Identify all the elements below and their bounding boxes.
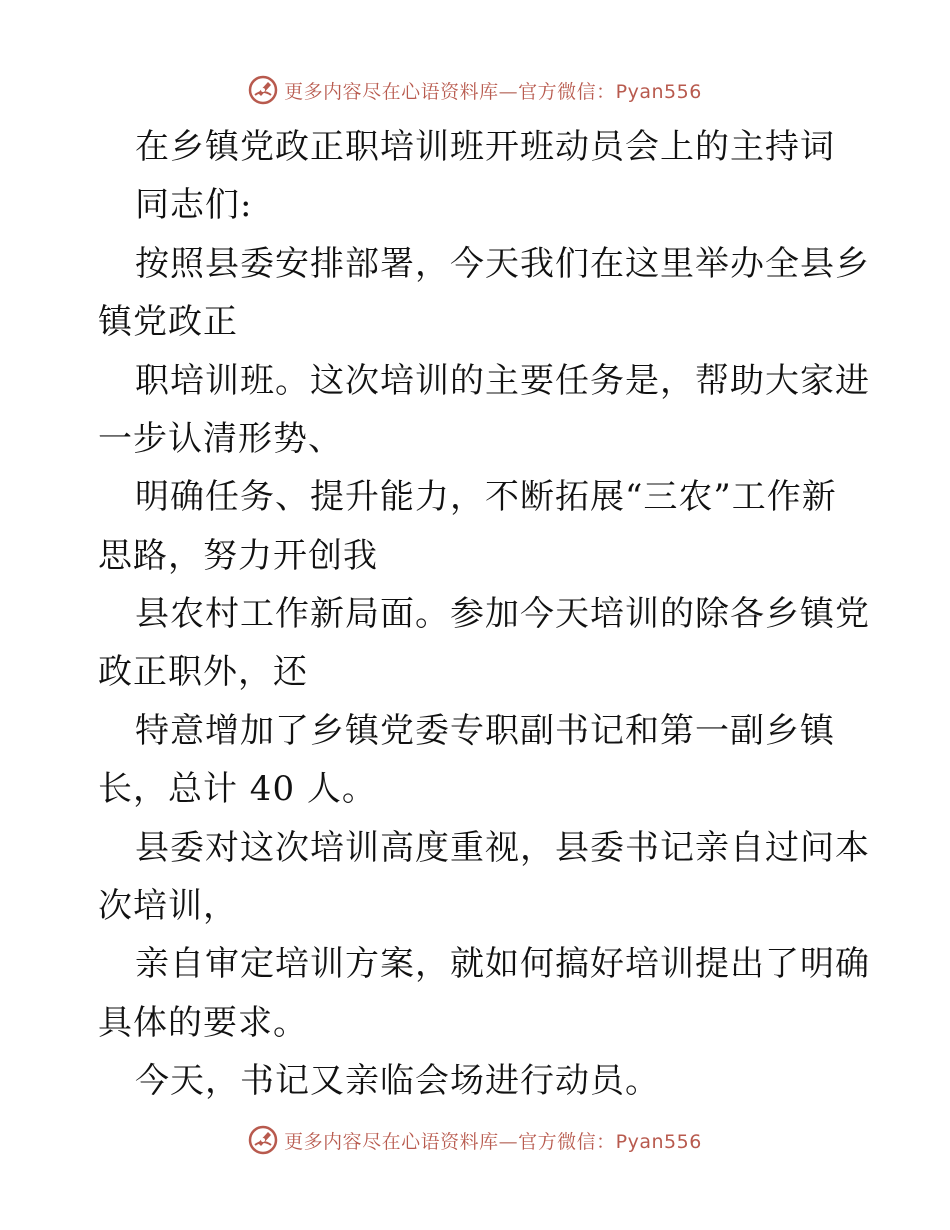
footer-watermark <box>0 1122 950 1158</box>
paragraph-line: 次培训， <box>98 886 238 926</box>
paragraph-line: 具体的要求。 <box>98 1003 308 1043</box>
paragraph-line: 县委对这次培训高度重视，县委书记亲自过问本 <box>135 828 870 868</box>
paragraph-line: 明确任务、提升能力，不断拓展“三农”工作新 <box>135 477 837 517</box>
paragraph-line: 职培训班。这次培训的主要任务是，帮助大家进 <box>135 361 870 401</box>
paragraph-line: 亲自审定培训方案，就如何搞好培训提出了明确 <box>135 944 870 984</box>
paragraph-line: 特意增加了乡镇党委专职副书记和第一副乡镇 <box>135 711 835 751</box>
paragraph-line: 按照县委安排部署，今天我们在这里举办全县乡 <box>135 244 870 284</box>
watermark-text: 更多内容尽在心语资料库—官方微信：Pyan556 <box>284 1130 702 1153</box>
watermark-text: 更多内容尽在心语资料库—官方微信：Pyan556 <box>284 80 702 103</box>
salutation: 同志们: <box>135 185 253 225</box>
paragraph-line: 镇党政正 <box>98 302 238 342</box>
paragraph-line: 政正职外，还 <box>98 652 308 692</box>
paragraph-line: 一步认清形势、 <box>98 419 343 459</box>
document-title: 在乡镇党政正职培训班开班动员会上的主持词 <box>135 127 835 167</box>
paragraph-line: 长，总计 40 人。 <box>98 769 377 809</box>
header-watermark <box>0 72 950 108</box>
paragraph-line: 县农村工作新局面。参加今天培训的除各乡镇党 <box>135 594 870 634</box>
book-pen-logo-icon <box>248 75 278 105</box>
paragraph-line: 今天，书记又亲临会场进行动员。 <box>135 1061 660 1101</box>
paragraph-line: 思路，努力开创我 <box>98 536 378 576</box>
book-pen-logo-icon <box>248 1125 278 1155</box>
